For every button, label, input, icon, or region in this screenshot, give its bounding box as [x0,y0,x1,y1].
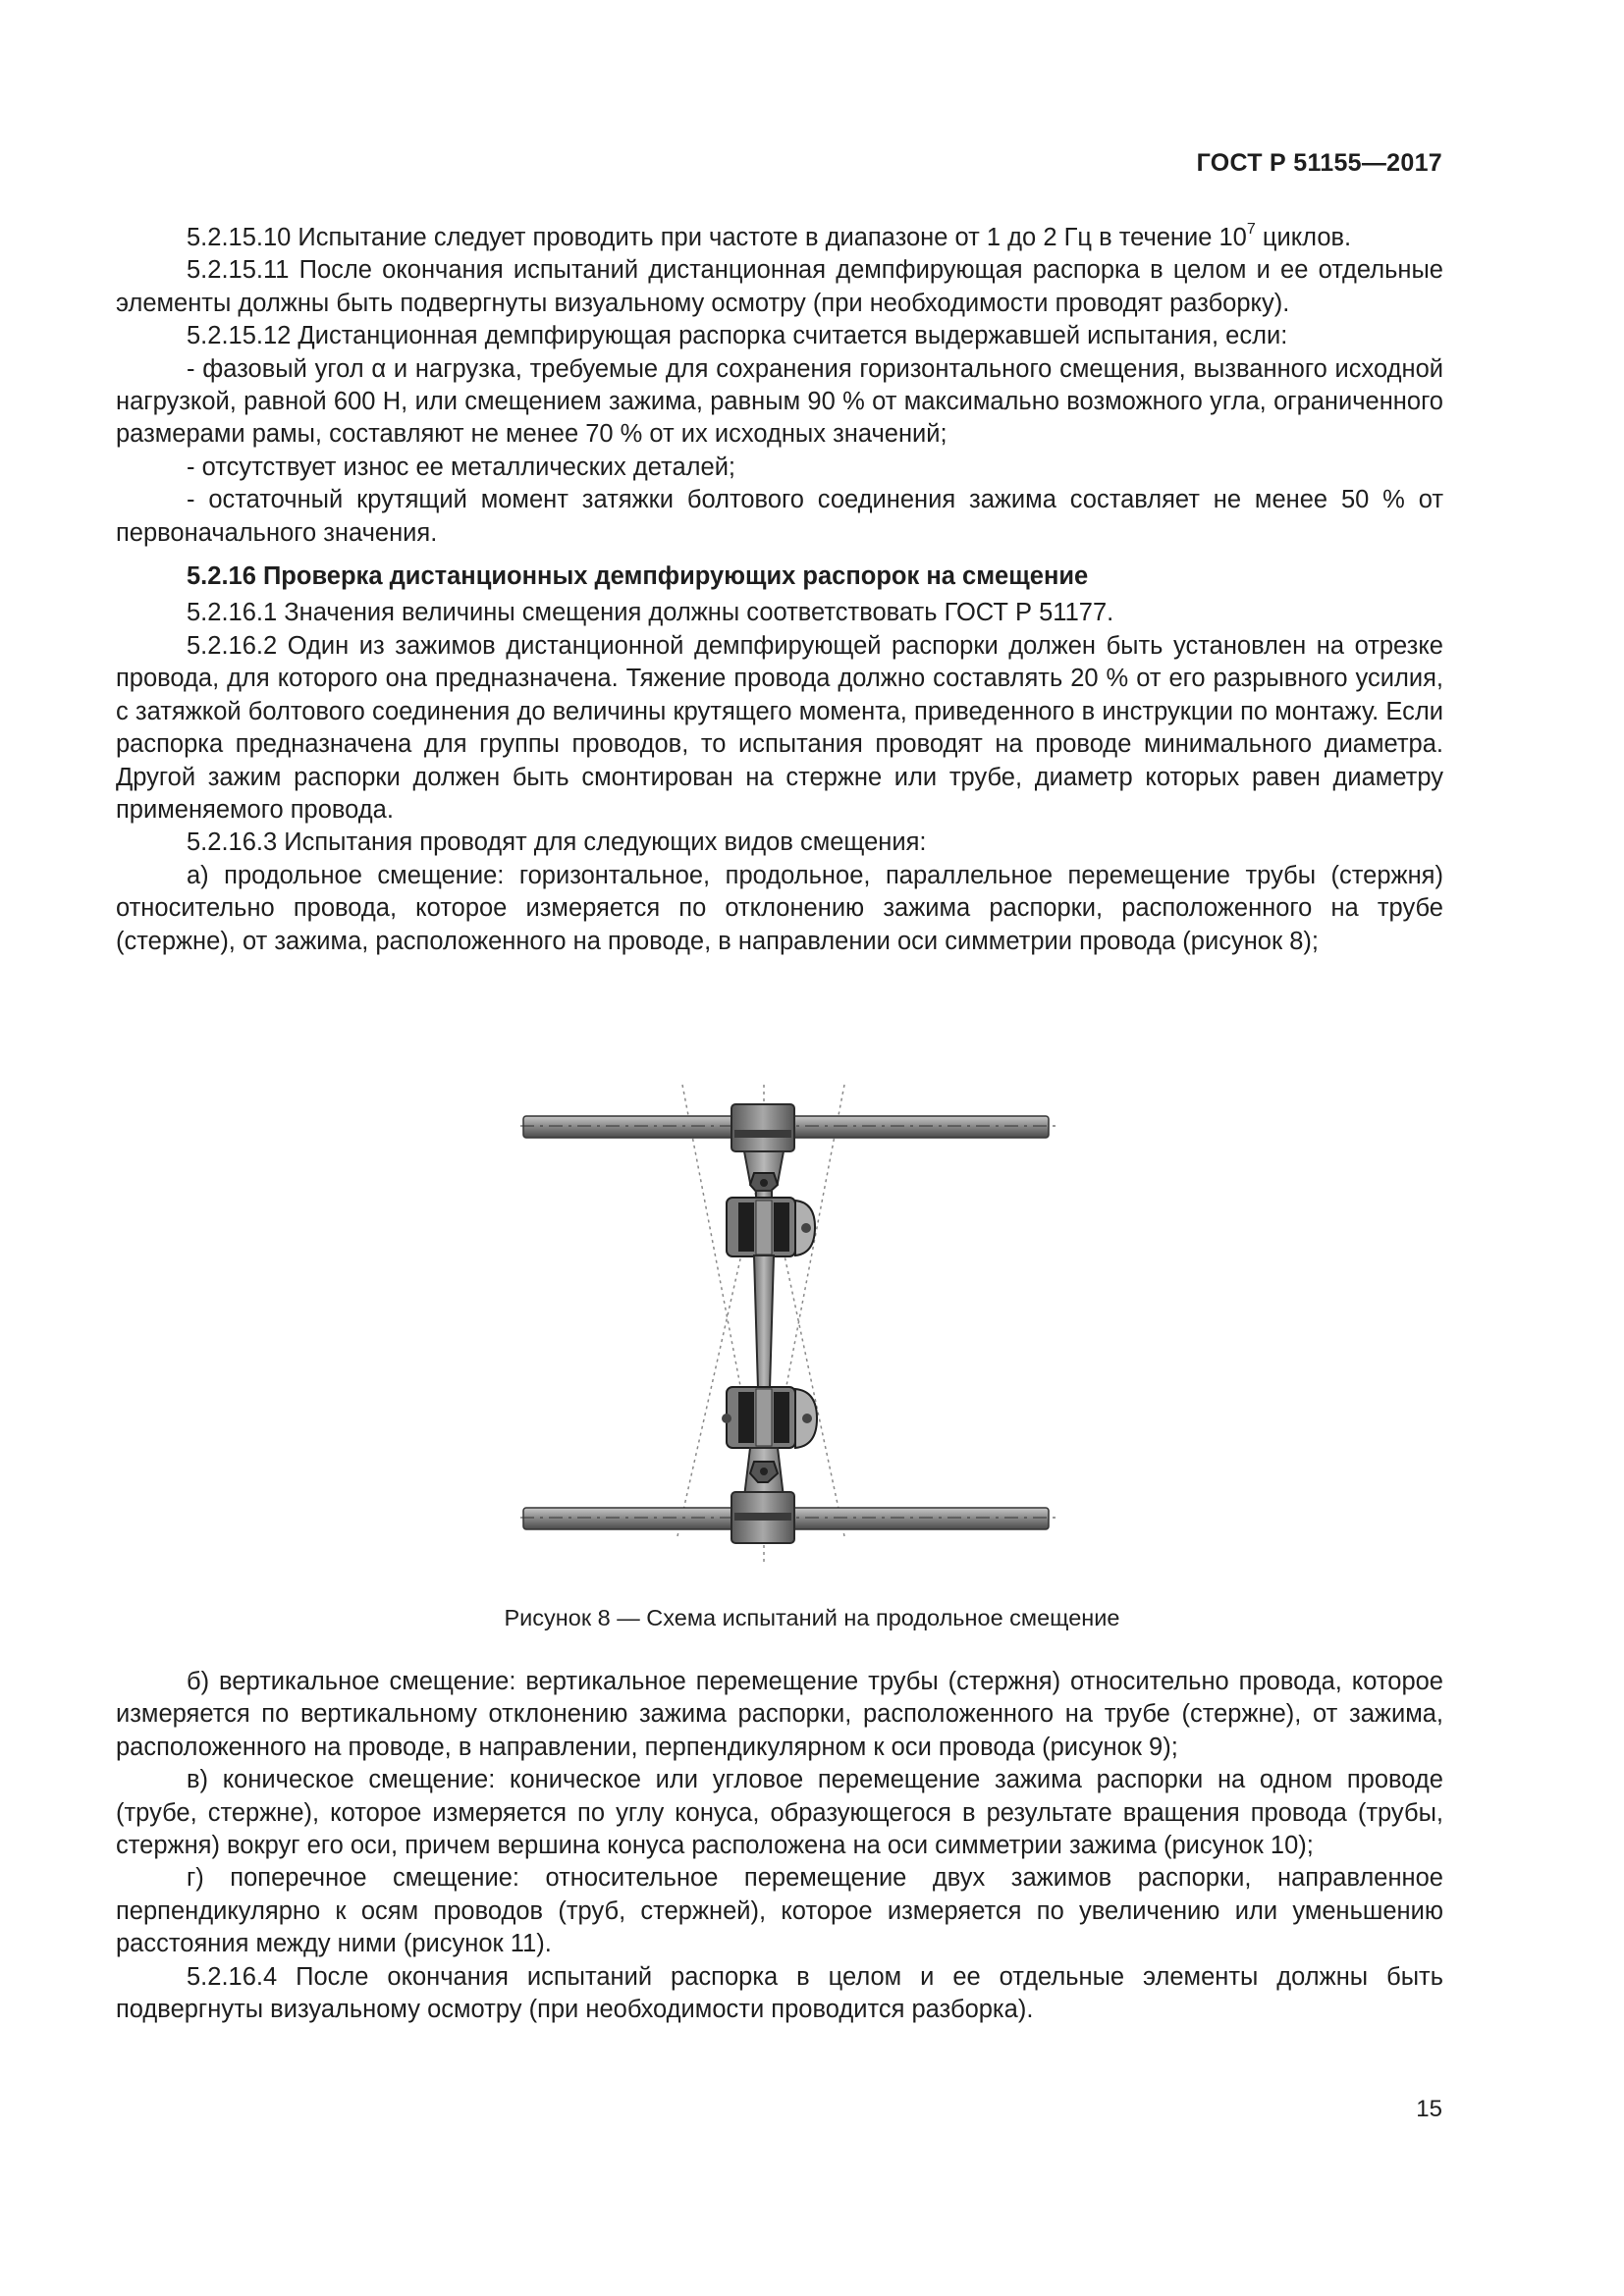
p10-tail: циклов. [1255,224,1352,251]
paragraph: в) коническое смещение: коническое или угловое перемещение зажима распорки на одном проводе (трубе, стержне), которое измеряется по углу конуса, образующегося в результате вращения провода (трубы, стержня) вокруг его оси, причем вершина конуса расположена на оси симметрии зажима (рисунок 10); [116,1766,1443,1860]
p10-text: 5.2.15.10 Испытание следует проводить при частоте в диапазоне от 1 до 2 Гц в течение 10 [187,224,1247,251]
figure-caption: Рисунок 8 — Схема испытаний на продольное смещение [504,1605,1120,1630]
bottom-clamp [731,1448,794,1543]
lower-damper [722,1387,817,1448]
paragraph: а) продольное смещение: горизонтальное, продольное, параллельное перемещение трубы (стержня) относительно провода, которое измеряется по отклонению зажима распорки, расположенного на трубе (стержне), от зажима, расположенного на проводе, в направлении оси симметрии провода (рисунок 8); [116,861,1443,955]
list-item: - фазовый угол α и нагрузка, требуемые для сохранения горизонтального смещения, вызванного исходной нагрузкой, равной 600 Н, или смещением зажима, равным 90 % от максимально возможного угла, ограниченного размерами рамы, составляют не менее 70 % от их исходных значений; [116,354,1443,449]
document-header: ГОСТ Р 51155—2017 [1196,149,1442,177]
top-clamp [731,1104,794,1194]
spacer-arm [754,1255,774,1389]
paragraph: 5.2.16.2 Один из зажимов дистанционной демпфирующей распорки должен быть установлен на отрезке провода, для которого она предназначена. Тяжение провода должно составлять 20 % от его разрывного усилия, с затяжкой болтового соединения до величины крутящего момента, приведенного в инструкции по монтажу. Если распорка предназначена для группы проводов, то испытания проводят на проводе минимального диаметра. Другой зажим распорки должен быть смонтирован на стержне или трубе, диаметр которых равен диаметру применяемого провода. [116,631,1443,824]
list-item: - отсутствует износ ее металлических деталей; [187,453,736,481]
paragraph: 5.2.16.1 Значения величины смещения должны соответствовать ГОСТ Р 51177. [187,599,1114,627]
page-number: 15 [1416,2096,1442,2122]
paragraph: 5.2.15.11 После окончания испытаний дистанционная демпфирующая распорка в целом и ее отдельные элементы должны быть подвергнуты визуальному осмотру (при необходимости проводят разборку). [116,256,1443,317]
paragraph: 5.2.16.3 Испытания проводят для следующих видов смещения: [187,828,927,857]
paragraph-5-2-15-10 [116,222,1443,254]
upper-damper [727,1191,815,1256]
paragraph: 5.2.15.12 Дистанционная демпфирующая распорка считается выдержавшей испытания, если: [187,322,1288,350]
figure-8-diagram [520,1075,1060,1575]
paragraph: 5.2.16.4 После окончания испытаний распорка в целом и ее отдельные элементы должны быть подвергнуты визуальному осмотру (при необходимости проводится разборка). [116,1962,1443,2024]
paragraph: б) вертикальное смещение: вертикальное перемещение трубы (стержня) относительно провода, которое измеряется по вертикальному отклонению зажима распорки, расположенного на трубе (стержне), от зажима, расположенного на проводе, в направлении, перпендикулярном к оси провода (рисунок 9); [116,1668,1443,1761]
paragraph: г) поперечное смещение: относительное перемещение двух зажимов распорки, направленное перпендикулярно к осям проводов (труб, стержней), которое измеряется по увеличению или уменьшению расстояния между ними (рисунок 11). [116,1864,1443,1958]
text-block-bottom [116,1666,1443,2026]
p10-superscript: 7 [1246,221,1256,238]
text-block-top [116,222,1443,958]
section-heading: 5.2.16 Проверка дистанционных демпфирующих распорок на смещение [187,562,1089,591]
list-item: - остаточный крутящий момент затяжки болтового соединения зажима составляет не менее 50 % от первоначального значения. [116,486,1443,547]
